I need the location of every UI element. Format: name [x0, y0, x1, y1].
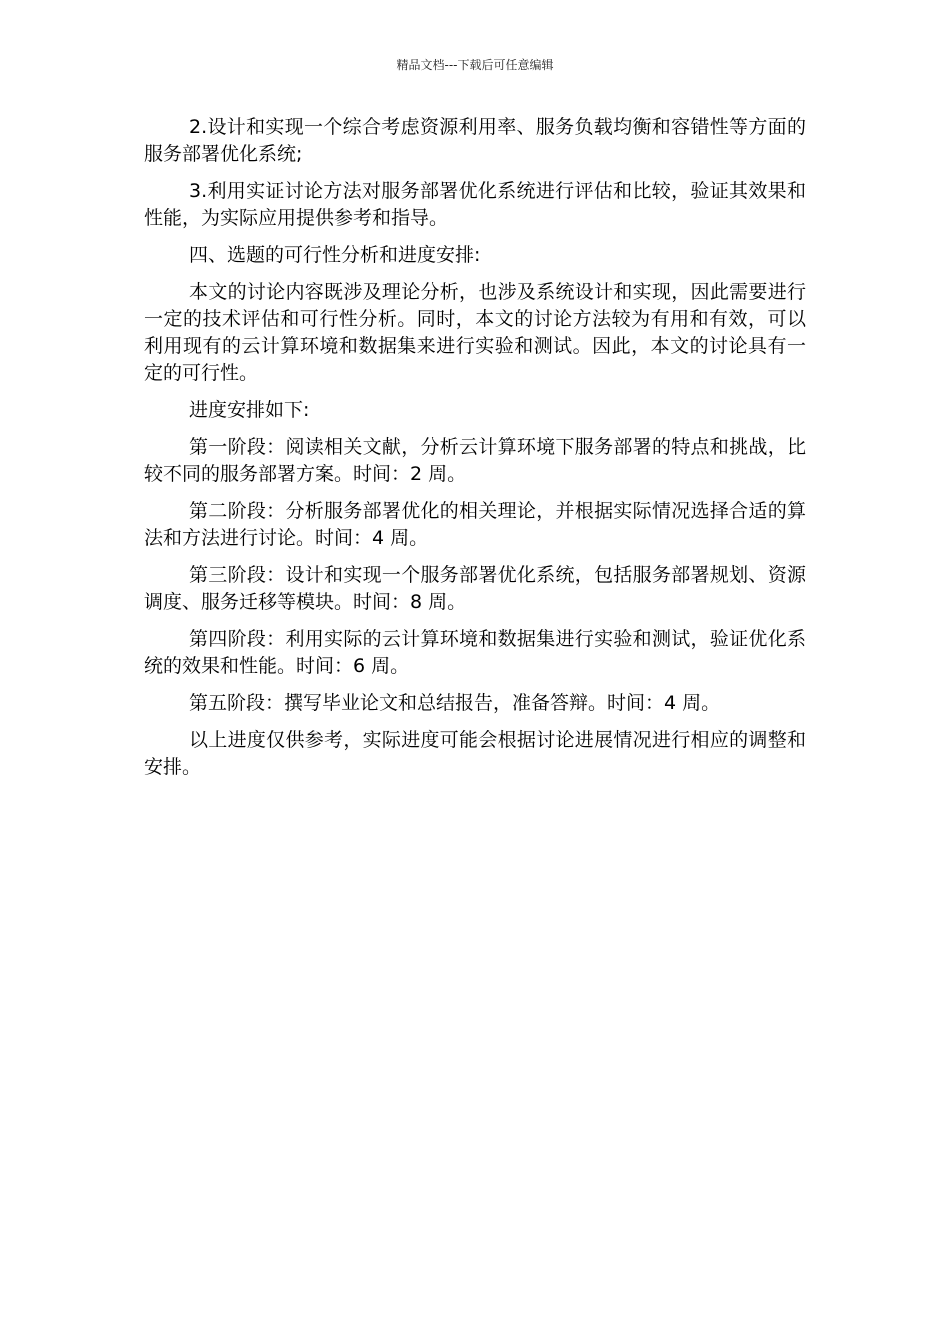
paragraph-schedule-intro: 进度安排如下: — [189, 399, 310, 421]
paragraph-stage-1: 第一阶段：阅读相关文献，分析云计算环境下服务部署的特点和挑战，比较不同的服务部署方案。时间：2 周。 — [144, 436, 806, 485]
document-body — [144, 114, 806, 791]
page-header: 精品文档---下载后可任意编辑 — [396, 58, 554, 72]
paragraph-stage-2: 第二阶段：分析服务部署优化的相关理论，并根据实际情况选择合适的算法和方法进行讨论。时间：4 周。 — [144, 500, 806, 549]
paragraph-feasibility: 本文的讨论内容既涉及理论分析，也涉及系统设计和实现，因此需要进行一定的技术评估和可行性分析。同时，本文的讨论方法较为有用和有效，可以利用现有的云计算环境和数据集来进行实验和测试。因此，本文的讨论具有一定的可行性。 — [144, 281, 806, 384]
paragraph-stage-4: 第四阶段：利用实际的云计算环境和数据集进行实验和测试，验证优化系统的效果和性能。时间：6 周。 — [144, 628, 806, 677]
section-heading-feasibility: 四、选题的可行性分析和进度安排: — [189, 244, 481, 266]
paragraph-stage-5: 第五阶段：撰写毕业论文和总结报告，准备答辩。时间：4 周。 — [189, 692, 721, 714]
paragraph-closing-note: 以上进度仅供参考，实际进度可能会根据讨论进展情况进行相应的调整和安排。 — [144, 729, 806, 778]
paragraph-goal-3: 3.利用实证讨论方法对服务部署优化系统进行评估和比较，验证其效果和性能，为实际应用提供参考和指导。 — [144, 180, 806, 229]
paragraph-stage-3: 第三阶段：设计和实现一个服务部署优化系统，包括服务部署规划、资源调度、服务迁移等模块。时间：8 周。 — [144, 564, 806, 613]
paragraph-goal-2: 2.设计和实现一个综合考虑资源利用率、服务负载均衡和容错性等方面的服务部署优化系统; — [144, 116, 806, 165]
